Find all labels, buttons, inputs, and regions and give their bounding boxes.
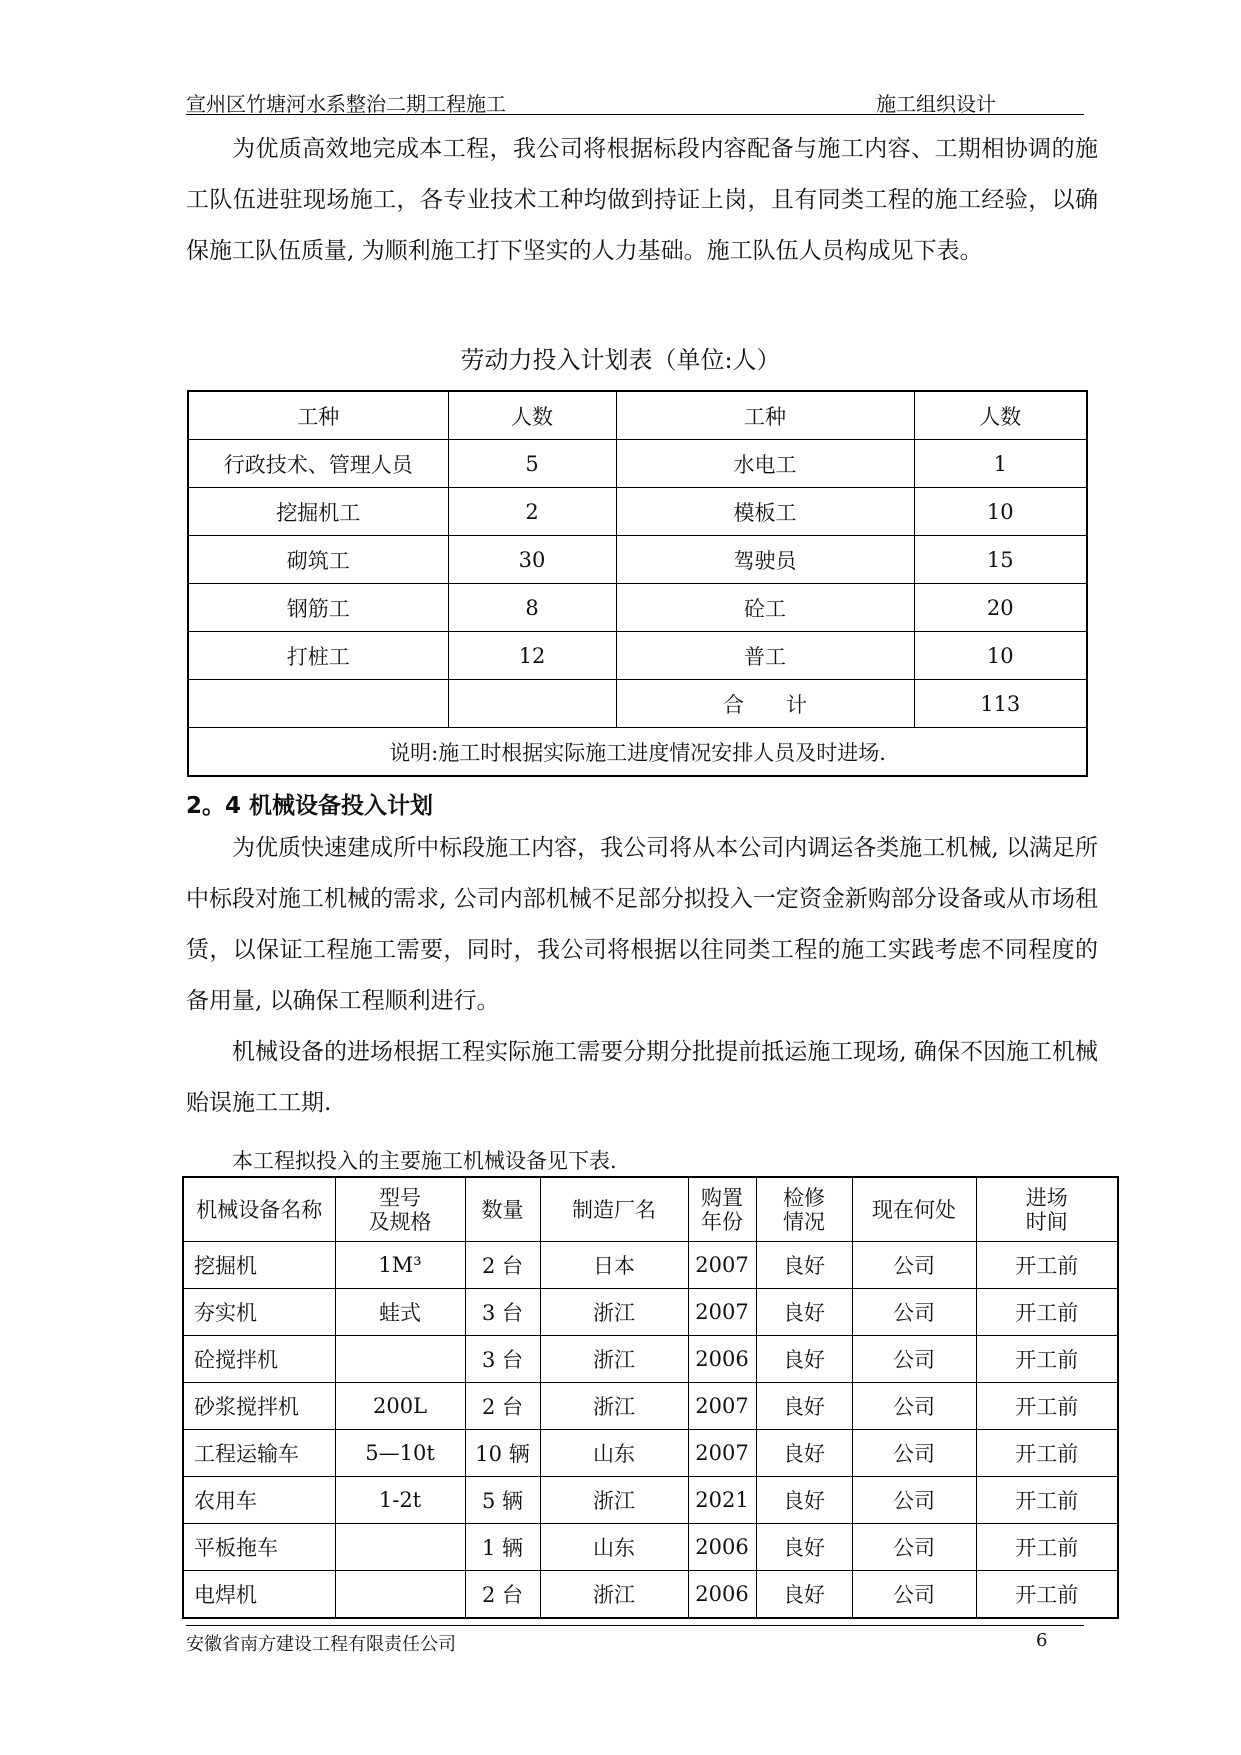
table-cell: 良好 — [756, 1336, 852, 1383]
table-cell: 良好 — [756, 1524, 852, 1571]
table-cell — [335, 1524, 465, 1571]
table-cell: 挖掘机工 — [188, 488, 448, 536]
header-project-title: 宣州区竹塘河水系整治二期工程施工 — [186, 92, 506, 116]
table-row — [183, 1477, 1118, 1524]
table-cell: 良好 — [756, 1477, 852, 1524]
table-cell: 蛙式 — [335, 1289, 465, 1336]
labor-table-body — [188, 391, 1087, 776]
table-cell: 良好 — [756, 1571, 852, 1619]
table-cell: 公司 — [852, 1383, 976, 1430]
table-cell: 公司 — [852, 1430, 976, 1477]
table-cell: 2007 — [688, 1383, 756, 1430]
table-cell: 公司 — [852, 1242, 976, 1289]
table-cell: 12 — [448, 632, 616, 680]
table-cell: 3 台 — [465, 1336, 540, 1383]
equipment-name: 电焊机 — [183, 1571, 335, 1619]
table-cell: 1 — [914, 440, 1087, 488]
table-cell: 2 台 — [465, 1383, 540, 1430]
page-number: 6 — [1036, 1630, 1048, 1651]
table-cell: 2006 — [688, 1571, 756, 1619]
table-cell: 10 — [914, 488, 1087, 536]
machine-paragraph-2: 机械设备的进场根据工程实际施工需要分期分批提前抵运施工现场, 确保不因施工机械贻误施工工期. — [186, 1039, 1098, 1116]
table-cell: 浙江 — [540, 1383, 688, 1430]
table-cell: 2 台 — [465, 1571, 540, 1619]
table-cell: 钢筋工 — [188, 584, 448, 632]
table-cell: 行政技术、管理人员 — [188, 440, 448, 488]
table-cell: 开工前 — [976, 1524, 1118, 1571]
table-cell — [335, 1571, 465, 1619]
column-header: 型号 及规格 — [335, 1177, 465, 1242]
equipment-name: 挖掘机 — [183, 1242, 335, 1289]
page-footer — [186, 1625, 1084, 1656]
table-cell: 浙江 — [540, 1289, 688, 1336]
machine-table-body — [183, 1177, 1118, 1618]
table-cell: 3 台 — [465, 1289, 540, 1336]
equipment-name: 工程运输车 — [183, 1430, 335, 1477]
table-cell: 2021 — [688, 1477, 756, 1524]
table-cell: 开工前 — [976, 1383, 1118, 1430]
table-row — [188, 680, 1087, 728]
table-cell: 30 — [448, 536, 616, 584]
table-cell: 2006 — [688, 1524, 756, 1571]
table-cell: 5 辆 — [465, 1477, 540, 1524]
table-cell: 良好 — [756, 1430, 852, 1477]
table-cell: 开工前 — [976, 1242, 1118, 1289]
table-cell: 普工 — [616, 632, 914, 680]
table-cell: 公司 — [852, 1524, 976, 1571]
equipment-name: 农用车 — [183, 1477, 335, 1524]
table-cell: 开工前 — [976, 1477, 1118, 1524]
section-title: 2。4 机械设备投入计划 — [186, 793, 434, 819]
table-cell — [448, 680, 616, 728]
table-cell: 1M³ — [335, 1242, 465, 1289]
machine-paragraph-1: 为优质快速建成所中标段施工内容，我公司将从本公司内调运各类施工机械, 以满足所中标段对施工机械的需求, 公司内部机械不足部分拟投入一定资金新购部分设备或从市场租赁，以保证工程施工需要，同时，我公司将根据以往同类工程的施工实践考虑不同程度的备用量, 以确保工程顺利进行。 — [186, 835, 1098, 1014]
table-cell: 10 — [914, 632, 1087, 680]
page-header — [186, 88, 1084, 115]
table-cell — [335, 1336, 465, 1383]
table-cell: 良好 — [756, 1242, 852, 1289]
table-row — [183, 1336, 1118, 1383]
table-row — [188, 440, 1087, 488]
table-row — [188, 584, 1087, 632]
table-cell: 20 — [914, 584, 1087, 632]
table-row — [183, 1571, 1118, 1619]
table-cell: 15 — [914, 536, 1087, 584]
table-cell: 5—10t — [335, 1430, 465, 1477]
labor-table — [187, 390, 1088, 777]
table-cell: 200L — [335, 1383, 465, 1430]
header-doc-type: 施工组织设计 — [876, 92, 996, 116]
table-cell: 日本 — [540, 1242, 688, 1289]
table-note-row — [188, 728, 1087, 777]
table-cell: 公司 — [852, 1289, 976, 1336]
column-header: 工种 — [188, 391, 448, 440]
table-cell: 浙江 — [540, 1571, 688, 1619]
table-cell: 良好 — [756, 1289, 852, 1336]
equipment-name: 砼搅拌机 — [183, 1336, 335, 1383]
machine-table — [182, 1176, 1119, 1619]
column-header: 机械设备名称 — [183, 1177, 335, 1242]
footer-company: 安徽省南方建设工程有限责任公司 — [186, 1634, 456, 1655]
labor-table-caption: 劳动力投入计划表（单位:人） — [460, 346, 781, 374]
table-cell: 2007 — [688, 1289, 756, 1336]
table-row — [188, 536, 1087, 584]
machine-table-intro: 本工程拟投入的主要施工机械设备见下表. — [232, 1149, 617, 1173]
table-header-row — [188, 391, 1087, 440]
column-header: 数量 — [465, 1177, 540, 1242]
table-cell: 113 — [914, 680, 1087, 728]
table-cell: 开工前 — [976, 1289, 1118, 1336]
table-cell: 公司 — [852, 1571, 976, 1619]
table-cell: 2007 — [688, 1430, 756, 1477]
column-header: 人数 — [914, 391, 1087, 440]
table-cell: 合 计 — [616, 680, 914, 728]
column-header: 进场 时间 — [976, 1177, 1118, 1242]
table-cell: 8 — [448, 584, 616, 632]
table-row — [183, 1430, 1118, 1477]
table-row — [183, 1383, 1118, 1430]
table-cell: 2 — [448, 488, 616, 536]
table-cell: 公司 — [852, 1477, 976, 1524]
table-row — [183, 1524, 1118, 1571]
column-header: 工种 — [616, 391, 914, 440]
table-cell: 10 辆 — [465, 1430, 540, 1477]
table-cell: 开工前 — [976, 1571, 1118, 1619]
table-cell: 公司 — [852, 1336, 976, 1383]
table-cell: 浙江 — [540, 1477, 688, 1524]
equipment-name: 砂浆搅拌机 — [183, 1383, 335, 1430]
equipment-name: 平板拖车 — [183, 1524, 335, 1571]
table-cell: 2007 — [688, 1242, 756, 1289]
column-header: 检修 情况 — [756, 1177, 852, 1242]
table-cell: 开工前 — [976, 1336, 1118, 1383]
column-header: 现在何处 — [852, 1177, 976, 1242]
table-cell: 模板工 — [616, 488, 914, 536]
table-row — [183, 1242, 1118, 1289]
table-cell: 2 台 — [465, 1242, 540, 1289]
intro-paragraph: 为优质高效地完成本工程，我公司将根据标段内容配备与施工内容、工期相协调的施工队伍进驻现场施工，各专业技术工种均做到持证上岗，且有同类工程的施工经验，以确保施工队伍质量, 为顺利施工打下坚实的人力基础。施工队伍人员构成见下表。 — [186, 136, 1098, 264]
table-cell: 砼工 — [616, 584, 914, 632]
table-note: 说明:施工时根据实际施工进度情况安排人员及时进场. — [188, 728, 1087, 777]
table-cell: 2006 — [688, 1336, 756, 1383]
table-cell: 山东 — [540, 1430, 688, 1477]
table-row — [188, 632, 1087, 680]
column-header: 购置 年份 — [688, 1177, 756, 1242]
table-cell: 浙江 — [540, 1336, 688, 1383]
table-header-row — [183, 1177, 1118, 1242]
table-cell: 水电工 — [616, 440, 914, 488]
equipment-name: 夯实机 — [183, 1289, 335, 1336]
table-row — [183, 1289, 1118, 1336]
table-cell: 开工前 — [976, 1430, 1118, 1477]
table-cell: 驾驶员 — [616, 536, 914, 584]
table-cell: 良好 — [756, 1383, 852, 1430]
table-cell — [188, 680, 448, 728]
column-header: 制造厂名 — [540, 1177, 688, 1242]
table-cell: 山东 — [540, 1524, 688, 1571]
table-row — [188, 488, 1087, 536]
table-cell: 1-2t — [335, 1477, 465, 1524]
table-cell: 1 辆 — [465, 1524, 540, 1571]
column-header: 人数 — [448, 391, 616, 440]
table-cell: 5 — [448, 440, 616, 488]
table-cell: 砌筑工 — [188, 536, 448, 584]
table-cell: 打桩工 — [188, 632, 448, 680]
